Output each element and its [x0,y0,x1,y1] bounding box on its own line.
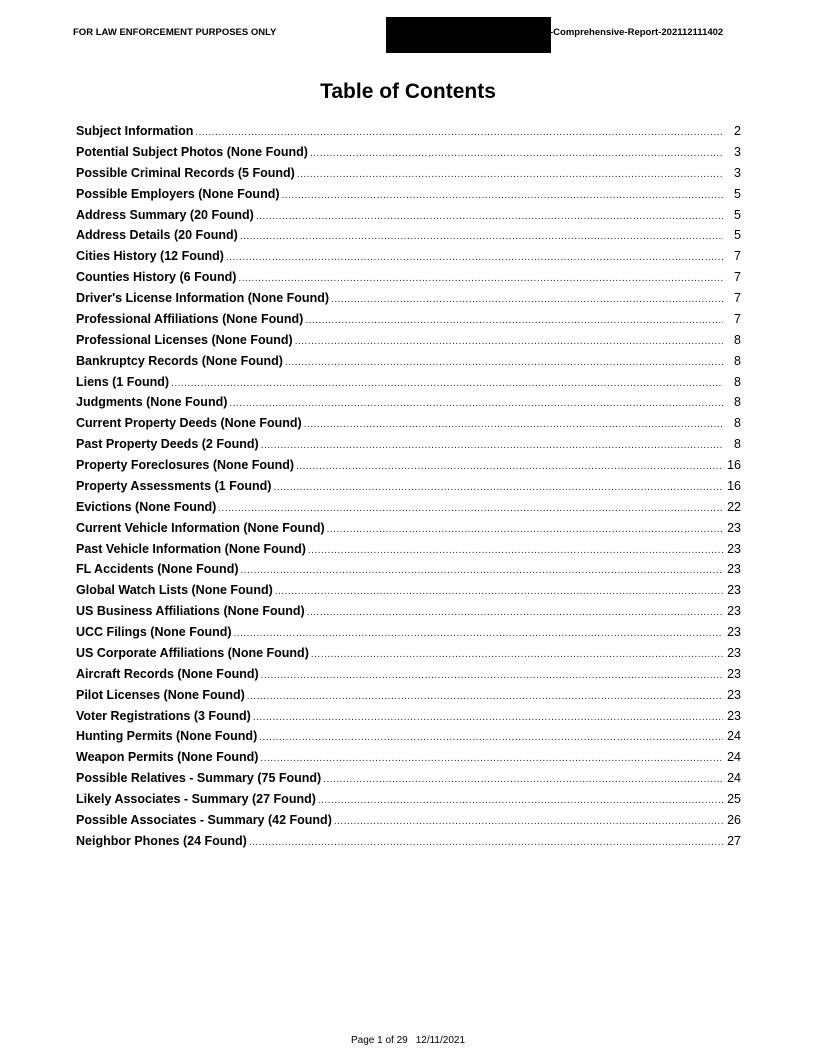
toc-entry-label[interactable]: UCC Filings (None Found) [76,625,232,639]
toc-page-number: 3 [734,144,741,159]
toc-entry-label[interactable]: Address Summary (20 Found) [76,207,254,222]
toc-page-number: 8 [734,416,741,431]
toc-entry[interactable] [76,583,741,604]
toc-entry-label[interactable]: Voter Registrations (3 Found) [76,708,251,723]
toc-entry-label[interactable]: Cities History (12 Found) [76,249,224,264]
toc-entry-label[interactable]: Current Vehicle Information (None Found) [76,520,325,535]
toc-entry-label[interactable]: Potential Subject Photos (None Found) [76,144,308,159]
toc-dot-leader [307,607,723,618]
toc-page-number: 23 [727,562,741,577]
toc-dot-leader [226,252,723,263]
toc-dot-leader [273,482,723,493]
toc-entry[interactable] [76,646,741,667]
toc-entry-label[interactable]: Past Vehicle Information (None Found) [76,541,306,556]
toc-dot-leader [253,712,723,723]
toc-page-number: 8 [734,332,741,347]
toc-dot-leader [249,837,723,848]
redaction-block [386,17,551,53]
toc-entry[interactable] [76,208,741,229]
toc-dot-leader [238,273,723,284]
toc-dot-leader [234,628,723,639]
toc-entry-label[interactable]: Global Watch Lists (None Found) [76,583,273,598]
toc-entry[interactable] [76,312,741,333]
toc-entry[interactable] [76,709,741,730]
toc-entry[interactable] [76,228,741,249]
toc-dot-leader [296,461,723,472]
toc-dot-leader [304,419,723,430]
toc-entry-label[interactable]: Hunting Permits (None Found) [76,729,258,744]
toc-page-number: 24 [727,750,741,765]
toc-page-number: 5 [734,186,741,201]
toc-dot-leader [308,545,723,556]
toc-page-number: 23 [727,625,741,639]
toc-page-number: 8 [734,374,741,389]
toc-dot-leader [331,294,723,305]
toc-entry-label[interactable]: Likely Associates - Summary (27 Found) [76,792,316,806]
toc-entry-label[interactable]: FL Accidents (None Found) [76,562,239,577]
toc-entry[interactable] [76,542,741,563]
toc-page-number: 8 [734,437,741,452]
toc-page-number: 23 [727,666,741,681]
toc-page-number: 5 [734,207,741,222]
toc-page-number: 23 [727,583,741,598]
toc-dot-leader [256,211,723,222]
toc-entry-label[interactable]: Address Details (20 Found) [76,228,238,243]
toc-page-number: 23 [727,604,741,619]
toc-dot-leader [327,524,723,535]
toc-page-number: 23 [727,541,741,556]
toc-page-number: 2 [734,124,741,138]
page-indicator: Page 1 of 29 [350,1035,408,1046]
toc-entry-label[interactable]: Pilot Licenses (None Found) [76,687,245,702]
toc-entry-label[interactable]: Professional Affiliations (None Found) [76,311,304,326]
toc-entry[interactable] [76,834,741,855]
toc-dot-leader [195,127,723,138]
toc-dot-leader [261,670,723,681]
toc-page-number: 23 [727,687,741,702]
toc-entry[interactable] [76,291,741,312]
toc-entry[interactable] [76,416,741,437]
toc-entry-label[interactable]: Driver's License Information (None Found) [76,291,329,305]
toc-entry-label[interactable]: Past Property Deeds (2 Found) [76,437,259,452]
toc-dot-leader [334,816,723,827]
toc-page-number: 3 [734,165,741,180]
toc-entry[interactable] [76,375,741,396]
toc-entry-label[interactable]: Subject Information [76,124,194,138]
toc-entry-label[interactable]: Property Assessments (1 Found) [76,478,272,493]
toc-dot-leader [295,336,723,347]
toc-dot-leader [171,378,723,389]
toc-page-number: 27 [727,833,741,848]
toc-dot-leader [240,231,723,242]
toc-page-number: 22 [727,499,741,514]
toc-page-number: 24 [727,729,741,744]
toc-dot-leader [260,753,723,764]
toc-entry[interactable] [76,270,741,291]
toc-page-number: 24 [727,771,741,786]
toc-entry[interactable] [76,500,741,521]
toc-entry[interactable] [76,562,741,583]
page-title: Table of Contents [320,80,496,103]
toc-dot-leader [229,398,723,409]
toc-page-number: 23 [727,708,741,723]
toc-dot-leader [259,732,723,743]
report-date: 12/11/2021 [415,1035,466,1046]
toc-page-number: 16 [727,478,741,493]
toc-entry-label[interactable]: Counties History (6 Found) [76,270,237,285]
confidentiality-notice: FOR LAW ENFORCEMENT PURPOSES ONLY [73,27,277,38]
toc-entry[interactable] [76,395,741,416]
toc-entry-label[interactable]: Neighbor Phones (24 Found) [76,833,247,848]
toc-entry-label[interactable]: Evictions (None Found) [76,499,217,514]
toc-entry-label[interactable]: US Corporate Affiliations (None Found) [76,645,309,660]
toc-entry[interactable] [76,354,741,375]
toc-dot-leader [261,440,723,451]
toc-page-number: 7 [734,270,741,285]
toc-entry[interactable] [76,792,741,813]
toc-page-number: 8 [734,353,741,368]
page-footer [0,1035,816,1046]
toc-page-number: 23 [727,520,741,535]
toc-page-number: 7 [734,291,741,305]
toc-entry[interactable] [76,667,741,688]
toc-entry[interactable] [76,688,741,709]
toc-dot-leader [297,169,723,180]
toc-dot-leader [323,774,723,785]
toc-entry[interactable] [76,813,741,834]
toc-page-number: 7 [734,249,741,264]
table-of-contents [76,124,741,855]
toc-dot-leader [282,190,724,201]
toc-entry-label[interactable]: Possible Criminal Records (5 Found) [76,165,295,180]
toc-entry[interactable] [76,729,741,750]
toc-entry-label[interactable]: Possible Employers (None Found) [76,186,280,201]
toc-dot-leader [218,503,723,514]
toc-entry[interactable] [76,625,741,646]
toc-entry[interactable] [76,124,741,145]
toc-dot-leader [311,649,723,660]
toc-entry[interactable] [76,166,741,187]
toc-dot-leader [285,357,723,368]
report-filename: -Comprehensive-Report-202112111402 [550,27,724,38]
toc-entry[interactable] [76,333,741,354]
toc-dot-leader [275,586,723,597]
toc-entry[interactable] [76,458,741,479]
toc-entry-label[interactable]: US Business Affiliations (None Found) [76,604,305,619]
toc-page-number: 16 [727,458,741,472]
toc-entry[interactable] [76,604,741,625]
toc-page-number: 23 [727,645,741,660]
toc-dot-leader [318,795,723,806]
toc-entry[interactable] [76,145,741,166]
toc-entry-label[interactable]: Judgments (None Found) [76,395,228,410]
toc-entry[interactable] [76,479,741,500]
toc-dot-leader [305,315,723,326]
toc-entry[interactable] [76,521,741,542]
toc-entry-label[interactable]: Liens (1 Found) [76,374,170,389]
toc-entry[interactable] [76,437,741,458]
toc-entry[interactable] [76,750,741,771]
toc-dot-leader [241,565,724,576]
toc-page-number: 5 [734,228,741,243]
toc-entry[interactable] [76,771,741,792]
toc-entry-label[interactable]: Possible Relatives - Summary (75 Found) [76,771,322,786]
toc-entry-label[interactable]: Bankruptcy Records (None Found) [76,353,283,368]
toc-page-number: 8 [734,395,741,410]
toc-entry[interactable] [76,187,741,208]
toc-page-number: 7 [734,311,741,326]
toc-entry-label[interactable]: Weapon Permits (None Found) [76,750,259,765]
toc-entry-label[interactable]: Possible Associates - Summary (42 Found) [76,812,332,827]
toc-page-number: 26 [727,812,741,827]
toc-entry-label[interactable]: Professional Licenses (None Found) [76,332,293,347]
toc-entry-label[interactable]: Current Property Deeds (None Found) [76,416,302,431]
toc-entry-label[interactable]: Property Foreclosures (None Found) [76,458,295,472]
toc-entry[interactable] [76,249,741,270]
toc-dot-leader [310,148,723,159]
toc-page-number: 25 [727,792,741,806]
toc-dot-leader [247,691,723,702]
toc-entry-label[interactable]: Aircraft Records (None Found) [76,666,259,681]
